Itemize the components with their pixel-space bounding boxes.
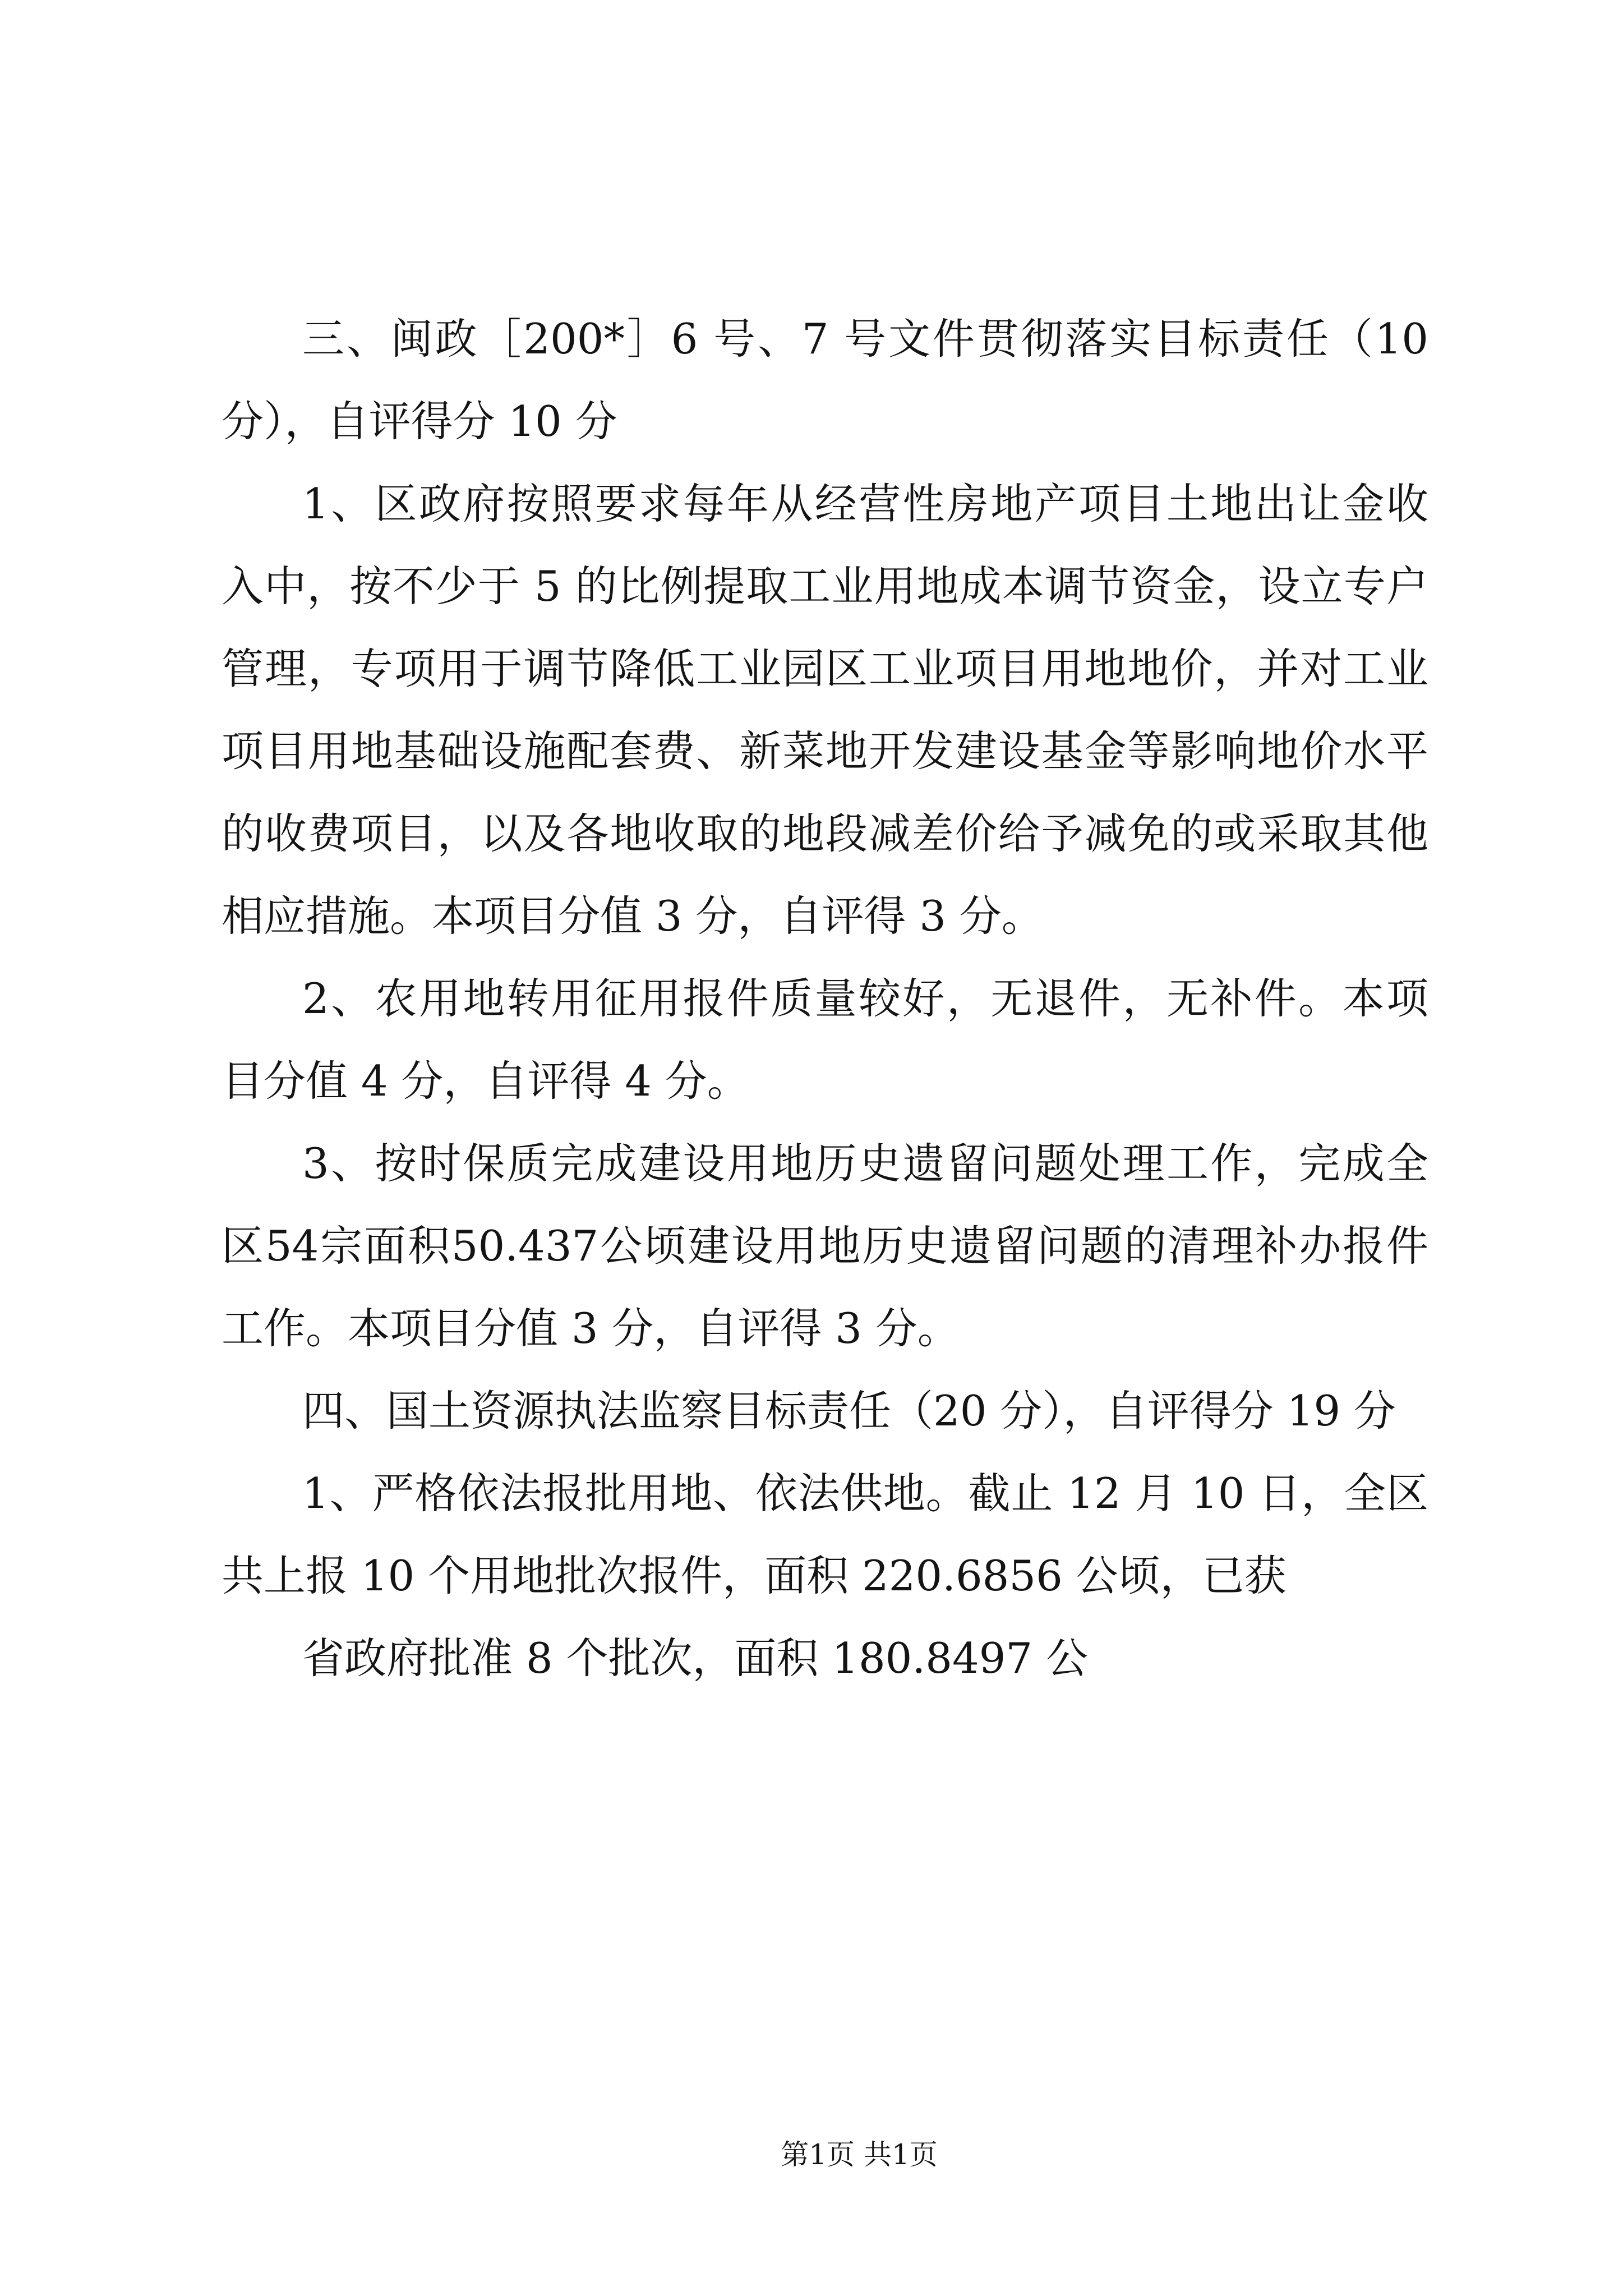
text-line: 1、严格依法报批用地、依法供地。截止 12 月 10 日，全区 xyxy=(302,1469,1428,1518)
text-line: 相应措施。本项目分值 3 分，自评得 3 分。 xyxy=(222,891,1044,941)
paragraph-continuation xyxy=(222,1617,1428,1700)
paragraph-item-1-enforcement xyxy=(222,1452,1428,1617)
paragraph-item-2 xyxy=(222,958,1428,1122)
paragraph-section-three xyxy=(222,298,1428,463)
text-line: 管理，专项用于调节降低工业园区工业项目用地地价，并对工业 xyxy=(222,644,1428,693)
text-line: 3、按时保质完成建设用地历史遗留问题处理工作，完成全 xyxy=(302,1139,1428,1188)
text-line: 1、区政府按照要求每年从经营性房地产项目土地出让金收 xyxy=(302,479,1428,528)
text-line: 共上报 10 个用地批次报件，面积 220.6856 公顷，已获 xyxy=(222,1551,1287,1600)
text-line: 三、闽政［200*］6 号、7 号文件贯彻落实目标责任（10 xyxy=(302,314,1428,364)
text-line: 的收费项目，以及各地收取的地段减差价给予减免的或采取其他 xyxy=(222,809,1428,858)
text-line: 分），自评得分 10 分 xyxy=(222,397,617,446)
text-line: 项目用地基础设施配套费、新菜地开发建设基金等影响地价水平 xyxy=(222,726,1428,776)
paragraph-item-1 xyxy=(222,463,1428,958)
text-line: 四、国土资源执法监察目标责任（20 分），自评得分 19 分 xyxy=(302,1386,1396,1435)
text-line: 入中，按不少于 5 的比例提取工业用地成本调节资金，设立专户 xyxy=(222,562,1428,611)
page-number-footer: 第1页 共1页 xyxy=(781,2138,938,2171)
text-line: 省政府批准 8 个批次，面积 180.8497 公 xyxy=(302,1634,1088,1683)
text-line: 区54宗面积50.437公顷建设用地历史遗留问题的清理补办报件 xyxy=(222,1221,1428,1271)
text-line: 2、农用地转用征用报件质量较好，无退件，无补件。本项 xyxy=(302,974,1428,1023)
paragraph-section-four xyxy=(222,1370,1428,1452)
text-line: 目分值 4 分，自评得 4 分。 xyxy=(222,1056,749,1106)
paragraph-item-3 xyxy=(222,1122,1428,1370)
document-body xyxy=(222,298,1428,1700)
text-line: 工作。本项目分值 3 分，自评得 3 分。 xyxy=(222,1304,960,1353)
